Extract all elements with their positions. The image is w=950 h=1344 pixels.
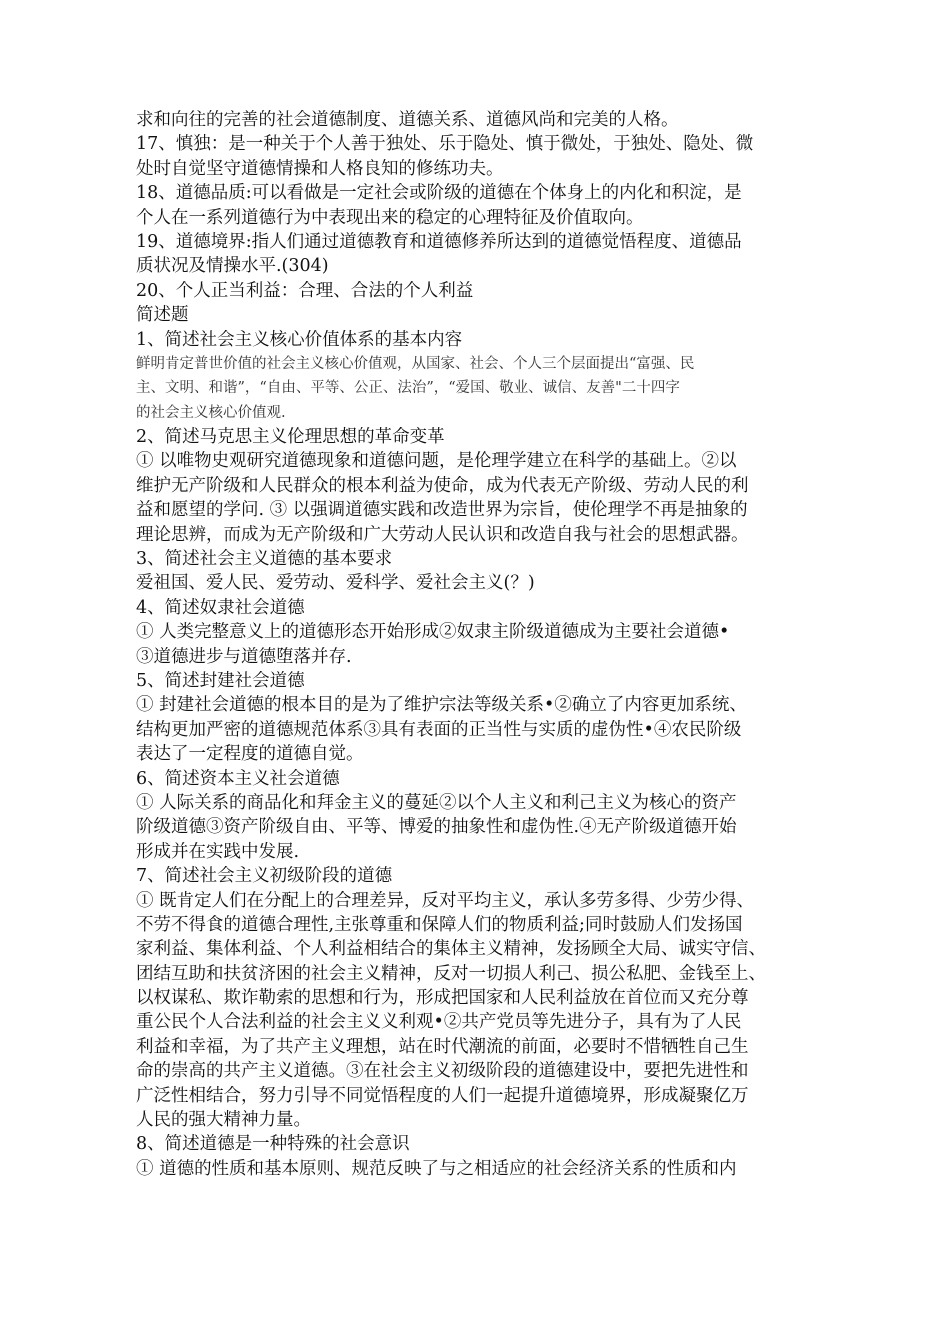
text-line: 的社会主义核心价值观. xyxy=(136,404,286,421)
text-line: 家利益、集体利益、个人利益相结合的集体主义精神，发扬顾全大局、诚实守信、 xyxy=(136,939,766,960)
text-line: 利益和幸福，为了共产主义理想，站在时代潮流的前面，必要时不惜牺牲自己生 xyxy=(136,1036,749,1057)
text-line: 1、简述社会主义核心价值体系的基本内容 xyxy=(136,329,463,350)
text-line: ① 既肯定人们在分配上的合理差异，反对平均主义，承认多劳多得、少劳少得、 xyxy=(136,890,755,911)
document-body xyxy=(136,108,826,1181)
text-line: 19、道德境界:指人们通过道德教育和道德修养所达到的道德觉悟程度、道德品 xyxy=(136,231,742,252)
text-line: ③道德进步与道德堕落并存. xyxy=(136,646,352,667)
text-line: ① 道德的性质和基本原则、规范反映了与之相适应的社会经济关系的性质和内 xyxy=(136,1158,737,1179)
text-line: 维护无产阶级和人民群众的根本利益为使命，成为代表无产阶级、劳动人民的利 xyxy=(136,475,749,496)
text-line: 8、简述道德是一种特殊的社会意识 xyxy=(136,1134,410,1155)
text-line: 2、简述马克思主义伦理思想的革命变革 xyxy=(136,427,445,448)
text-line: 爱祖国、爱人民、爱劳动、爱科学、爱社会主义(？) xyxy=(136,573,535,594)
text-line: 团结互助和扶贫济困的社会主义精神，反对一切损人利己、损公私肥、金钱至上、 xyxy=(136,963,766,984)
text-line: 5、简述封建社会道德 xyxy=(136,670,305,691)
text-line: 6、简述资本主义社会道德 xyxy=(136,768,340,789)
text-line: 20、个人正当利益：合理、合法的个人利益 xyxy=(136,280,474,301)
text-line: 结构更加严密的道德规范体系③具有表面的正当性与实质的虚伪性•④农民阶级 xyxy=(136,719,742,740)
text-line: 求和向往的完善的社会道德制度、道德关系、道德风尚和完美的人格。 xyxy=(136,110,679,130)
text-line: 命的崇高的共产主义道德。③在社会主义初级阶段的道德建设中，要把先进性和 xyxy=(136,1061,749,1082)
text-line: 个人在一系列道德行为中表现出来的稳定的心理特征及价值取向。 xyxy=(136,207,644,228)
text-line: 18、道德品质:可以看做是一定社会或阶级的道德在个体身上的内化和积淀，是 xyxy=(136,183,742,204)
text-line: 广泛性相结合，努力引导不同觉悟程度的人们一起提升道德境界，形成凝聚亿万 xyxy=(136,1085,749,1106)
text-line: 7、简述社会主义初级阶段的道德 xyxy=(136,866,393,887)
text-line: 表达了一定程度的道德自觉。 xyxy=(136,744,364,765)
text-line: 形成并在实践中发展. xyxy=(136,841,300,862)
text-line: ① 封建社会道德的根本目的是为了维护宗法等级关系•②确立了内容更加系统、 xyxy=(136,695,747,716)
text-line: 以权谋私、欺诈勒索的思想和行为，形成把国家和人民利益放在首位而又充分尊 xyxy=(136,988,749,1009)
text-line: 重公民个人合法利益的社会主义义利观•②共产党员等先进分子，具有为了人民 xyxy=(136,1012,742,1033)
text-line: 人民的强大精神力量。 xyxy=(136,1110,311,1131)
text-line: 阶级道德③资产阶级自由、平等、博爱的抽象性和虚伪性.④无产阶级道德开始 xyxy=(136,817,737,838)
text-line: 主、文明、和谐”，“自由、平等、公正、法治”，“爱国、敬业、诚信、友善"二十四字 xyxy=(136,380,680,397)
text-line: ① 以唯物史观研究道德现象和道德问题，是伦理学建立在科学的基础上。②以 xyxy=(136,451,737,472)
text-line: ① 人际关系的商品化和拜金主义的蔓延②以个人主义和利己主义为核心的资产 xyxy=(136,792,737,813)
text-line: 4、简述奴隶社会道德 xyxy=(136,597,305,618)
text-line: ① 人类完整意义上的道德形态开始形成②奴隶主阶级道德成为主要社会道德• xyxy=(136,622,730,643)
text-line: 质状况及情操水平.(304) xyxy=(136,256,329,277)
text-line: 处时自觉坚守道德情操和人格良知的修练功夫。 xyxy=(136,158,504,179)
text-line: 不劳不得食的道德合理性,主张尊重和保障人们的物质利益;同时鼓励人们发扬国 xyxy=(136,914,743,935)
text-line: 理论思辨，而成为无产阶级和广大劳动人民认识和改造自我与社会的思想武器。 xyxy=(136,524,749,545)
text-line: 鲜明肯定普世价值的社会主义核心价值观，从国家、社会、个人三个层面提出“富强、民 xyxy=(136,355,695,372)
text-line: 益和愿望的学问. ③ 以强调道德实践和改造世界为宗旨，使伦理学不再是抽象的 xyxy=(136,500,748,521)
text-line: 简述题 xyxy=(136,305,189,326)
text-line: 17、慎独：是一种关于个人善于独处、乐于隐处、慎于微处，于独处、隐处、微 xyxy=(136,134,754,155)
text-line: 3、简述社会主义道德的基本要求 xyxy=(136,549,393,570)
